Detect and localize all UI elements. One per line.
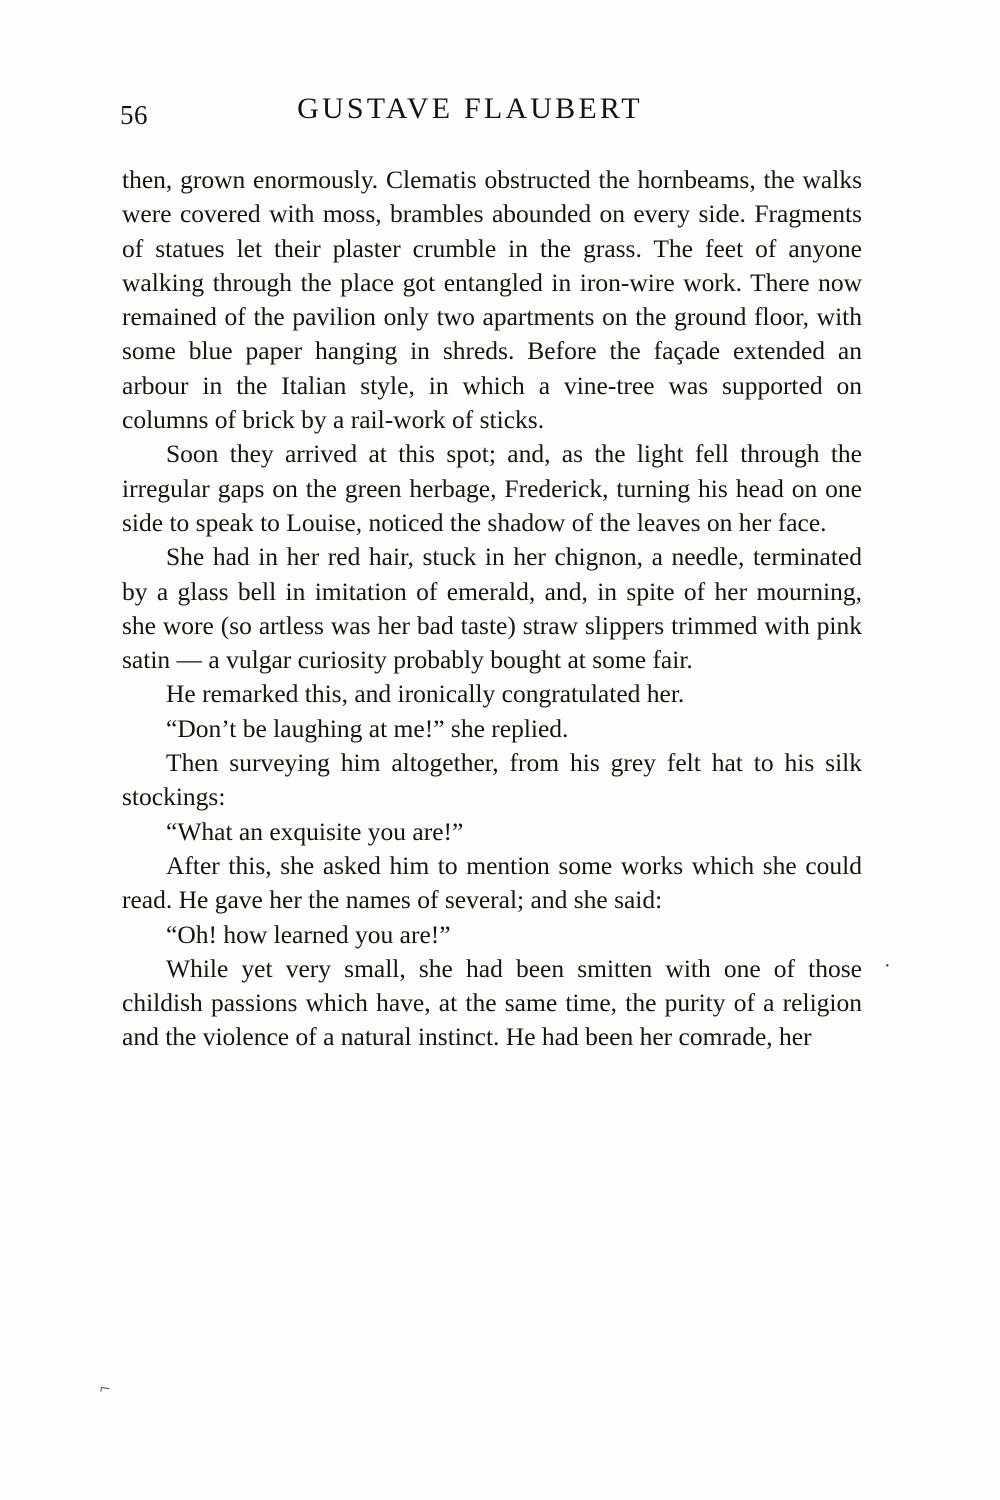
- paragraph: Soon they arrived at this spot; and, as the light fell through the irregular gaps on the green herbage, Frederick, turning his head on one side to speak to Louise, noticed the shadow of the leaves on her face.: [122, 439, 862, 537]
- paragraph: She had in her red hair, stuck in her chignon, a needle, terminated by a glass bell in imitation of emerald, and, in spite of her mourning, she wore (so artless was her bad taste) straw slippers trimmed with pink satin — a vulgar curiosity probably bought at some fair.: [122, 542, 862, 675]
- margin-mark-dot: ·: [884, 955, 891, 977]
- paragraph: Then surveying him altogether, from his grey felt hat to his silk stockings:: [122, 748, 862, 812]
- paragraph: “Oh! how learned you are!”: [166, 919, 451, 949]
- page-body: [122, 163, 862, 1055]
- page-header: [120, 92, 880, 136]
- paragraph: then, grown enormously. Clematis obstructed the hornbeams, the walks were covered with moss, brambles abounded on every side. Fragments of statues let their plaster crumble in the grass. The feet of anyone walking through the place got entangled in iron-wire work. There now remained of the pavilion only two apartments on the ground floor, with some blue paper hanging in shreds. Before the façade extended an arbour in the Italian style, in which a vine-tree was supported on columns of brick by a rail-work of sticks.: [122, 165, 862, 435]
- page-number: 56: [120, 100, 148, 130]
- paragraph: He remarked this, and ironically congratulated her.: [166, 679, 685, 709]
- margin-mark-tick: ⌐: [98, 1377, 112, 1399]
- running-title: GUSTAVE FLAUBERT: [297, 92, 643, 125]
- paragraph: While yet very small, she had been smitten with one of those childish passions which have, at the same time, the purity of a religion and the violence of a natural instinct. He had been her comrade, her: [122, 953, 862, 1052]
- paragraph: After this, she asked him to mention some works which she could read. He gave her the names of several; and she said:: [122, 850, 862, 915]
- paragraph: “Don’t be laughing at me!” she replied.: [166, 713, 569, 743]
- paragraph: “What an exquisite you are!”: [166, 816, 464, 846]
